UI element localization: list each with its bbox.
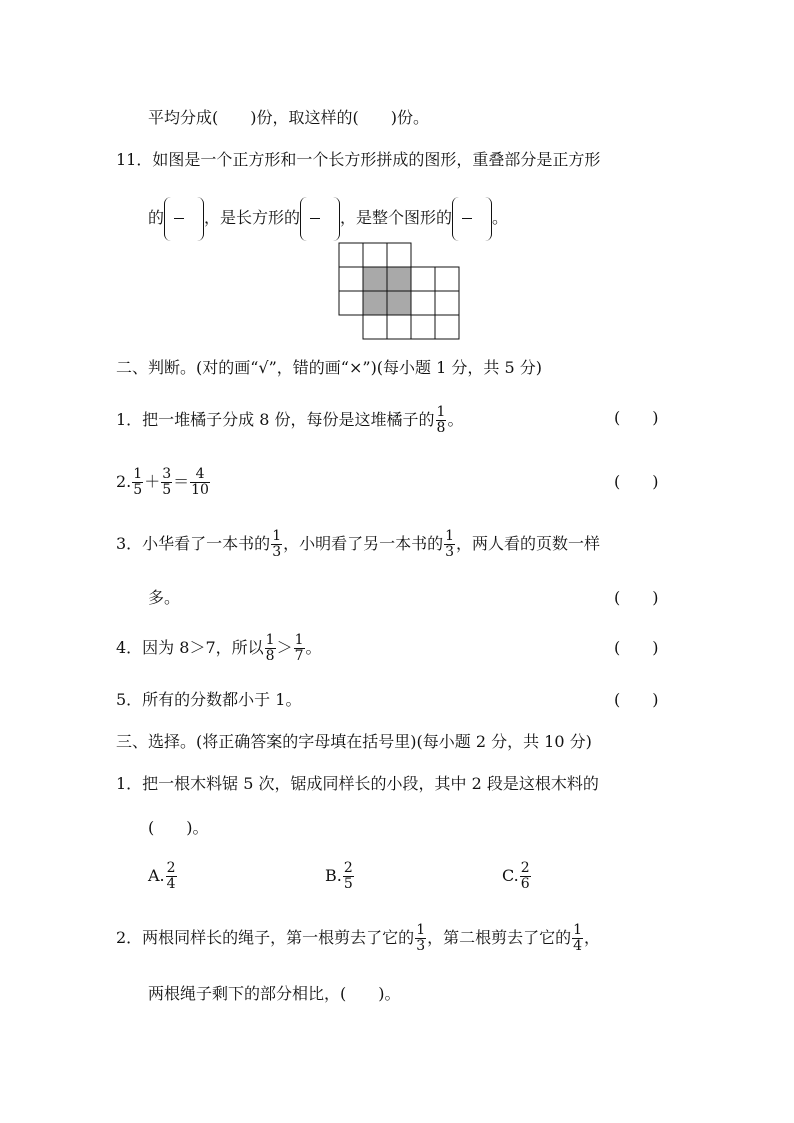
blank-fraction-1[interactable] xyxy=(164,197,204,241)
blank-fraction-3[interactable] xyxy=(452,197,492,241)
s2-item-4-suffix: 。 xyxy=(305,638,322,657)
plus-sign: ＋ xyxy=(144,472,161,491)
q11-seg2: ，是长方形的 xyxy=(204,208,301,227)
fraction: $\frac{1}{8}$ xyxy=(436,404,446,436)
s2-item-4-text: 4．因为 8＞7，所以 xyxy=(116,638,264,657)
blank-fraction-2[interactable] xyxy=(300,197,340,241)
q11-seg1: 的 xyxy=(148,208,165,227)
q11-line1: 11．如图是一个正方形和一个长方形拼成的图形，重叠部分是正方形 xyxy=(116,150,601,169)
answer-paren-s2-1[interactable]: ( ) xyxy=(614,408,659,427)
s3-q2-suffix: ， xyxy=(584,928,601,947)
q10-tail: 平均分成( )份，取这样的( )份。 xyxy=(148,108,429,127)
s2-item-3 xyxy=(116,524,600,564)
fraction: $\frac{2}{4}$ xyxy=(166,860,176,892)
s3-q2-mid: ，第二根剪去了它的 xyxy=(427,928,572,947)
q11-seg3: ，是整个图形的 xyxy=(340,208,453,227)
section3-title: 三、选择。(将正确答案的字母填在括号里)(每小题 2 分，共 10 分) xyxy=(116,732,592,751)
fraction: $\frac{3}{5}$ xyxy=(162,466,172,498)
s2-item-3-line2: 多。 xyxy=(148,588,181,607)
s3-q1-line2[interactable]: ( )。 xyxy=(148,818,209,837)
q11-line2 xyxy=(148,196,508,240)
fraction: $\frac{1}{3}$ xyxy=(416,922,426,954)
s2-item-5: 5．所有的分数都小于 1。 xyxy=(116,690,302,709)
s3-q1-option-b[interactable] xyxy=(325,856,355,896)
option-label: A. xyxy=(148,866,165,885)
fraction: $\frac{1}{5}$ xyxy=(133,466,143,498)
s3-q2-line2: 两根绳子剩下的部分相比，( )。 xyxy=(148,984,401,1003)
greater-sign: ＞ xyxy=(276,638,293,657)
fraction: $\frac{4}{10}$ xyxy=(191,466,209,498)
option-label: B. xyxy=(325,866,342,885)
s3-q1-line1: 1．把一根木料锯 5 次，锯成同样长的小段，其中 2 段是这根木料的 xyxy=(116,774,599,793)
s3-q1-option-c[interactable] xyxy=(502,856,532,896)
s2-item-1-suffix: 。 xyxy=(447,410,464,429)
s3-q1-option-a[interactable] xyxy=(148,856,178,896)
s2-item-4 xyxy=(116,628,322,668)
s3-q2-line1 xyxy=(116,918,600,958)
fraction: $\frac{1}{8}$ xyxy=(265,632,275,664)
s2-item-1-text: 1．把一堆橘子分成 8 份，每份是这堆橘子的 xyxy=(116,410,435,429)
fraction: $\frac{1}{4}$ xyxy=(573,922,583,954)
square-rectangle-figure xyxy=(335,242,465,344)
answer-paren-s2-2[interactable]: ( ) xyxy=(614,472,659,491)
fraction: $\frac{1}{3}$ xyxy=(445,528,455,560)
fraction: $\frac{1}{7}$ xyxy=(294,632,304,664)
equals-sign: ＝ xyxy=(173,472,190,491)
s2-item-3-suffix: ，两人看的页数一样 xyxy=(456,534,601,553)
option-label: C. xyxy=(502,866,519,885)
s2-item-1 xyxy=(116,400,463,440)
section2-title: 二、判断。(对的画“√”，错的画“×”)(每小题 1 分，共 5 分) xyxy=(116,358,542,377)
answer-paren-s2-4[interactable]: ( ) xyxy=(614,638,659,657)
fraction: $\frac{2}{6}$ xyxy=(520,860,530,892)
q11-seg4: 。 xyxy=(492,208,509,227)
s2-item-3-text: 3．小华看了一本书的 xyxy=(116,534,271,553)
s2-item-2 xyxy=(116,462,211,502)
answer-paren-s2-3[interactable]: ( ) xyxy=(614,588,659,607)
answer-paren-s2-5[interactable]: ( ) xyxy=(614,690,659,709)
s2-item-3-mid: ，小明看了另一本书的 xyxy=(283,534,444,553)
fraction: $\frac{1}{3}$ xyxy=(272,528,282,560)
fraction: $\frac{2}{5}$ xyxy=(343,860,353,892)
s2-item-2-num: 2. xyxy=(116,472,132,491)
s3-q2-text: 2．两根同样长的绳子，第一根剪去了它的 xyxy=(116,928,415,947)
